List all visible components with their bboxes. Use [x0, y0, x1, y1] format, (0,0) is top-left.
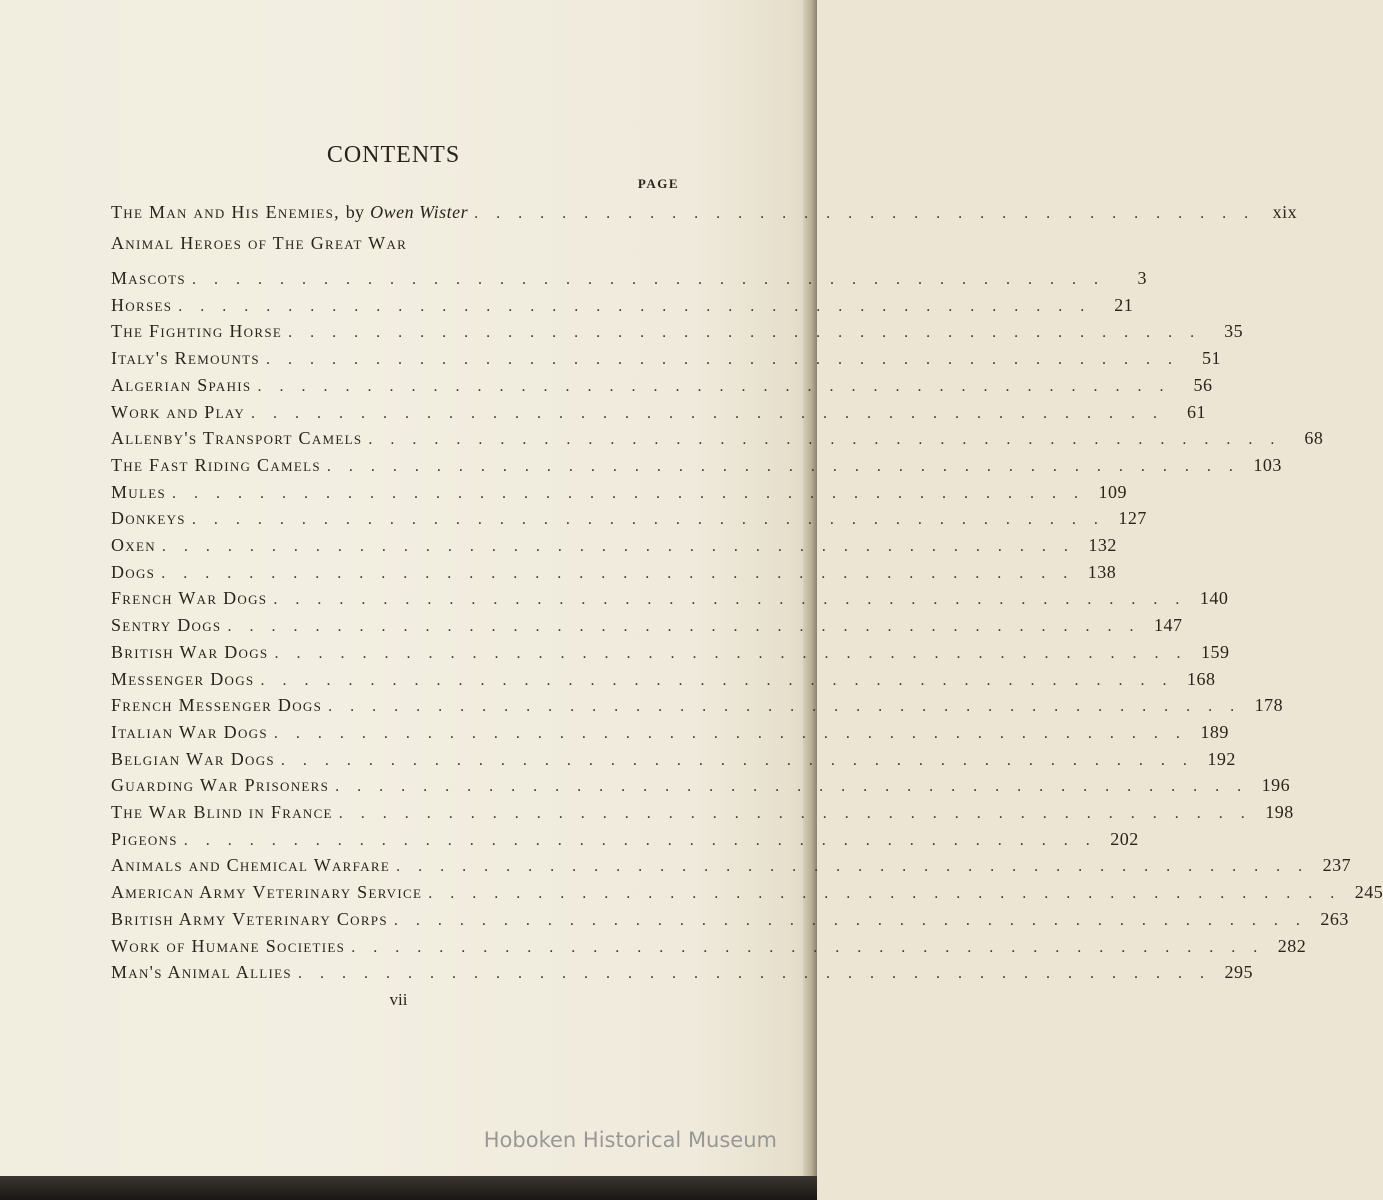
toc-entry-label: Italy's Remounts [111, 348, 260, 369]
toc-entry-page: 140 [1199, 588, 1229, 609]
toc-entry-page: 178 [1254, 695, 1284, 716]
watermark: Hoboken Historical Museum [483, 1128, 777, 1152]
toc-entry [111, 481, 1128, 506]
toc-entry-page: 61 [1187, 401, 1207, 422]
toc-entry-label: French War Dogs [111, 588, 268, 609]
toc-entry [111, 641, 1230, 666]
toc-entry-page: 196 [1261, 775, 1291, 796]
toc-entry-page: 295 [1224, 962, 1253, 983]
toc-entry-label: British War Dogs [111, 641, 269, 662]
toc-entry-label: The Man and His Enemies, [111, 202, 340, 222]
dot-leader: . . . . . . . . . . . . . . . . . . . . . . . . . . . . . . . . . . . . . . . . . . [260, 671, 1174, 689]
toc-entry-label: Animals and Chemical Warfare [111, 855, 391, 876]
dot-leader: . . . . . . . . . . . . . . . . . . . . . . . . . . . . . . . . . . . . . . . . . . [161, 538, 1075, 555]
toc-entry [111, 748, 1236, 773]
toc-entry-label: American Army Veterinary Service [111, 882, 423, 903]
toc-entry-label: Mules [111, 481, 167, 502]
toc-entry-byword: by [345, 202, 365, 222]
toc-entry-page: 237 [1322, 855, 1352, 876]
toc-entry-label: Allenby's Transport Camels [111, 428, 363, 449]
toc-entry [111, 294, 1134, 319]
dot-leader: . . . . . . . . . . . . . . . . . . . . . . . . . . . . . . . . . . . . . . . . . . [396, 858, 1310, 876]
toc-entry [111, 401, 1207, 426]
toc-entry-label: Belgian War Dogs [111, 748, 275, 769]
toc-entry-label: Algerian Spahis [111, 374, 252, 395]
toc-entry-page: 127 [1118, 508, 1147, 529]
toc-entry [111, 882, 1383, 906]
toc-entry-page: 147 [1153, 615, 1183, 636]
dot-leader: . . . . . . . . . . . . . . . . . . . . . . . . . . . . . . . . . . . . . . . . . . [351, 938, 1265, 956]
toc-entry [111, 268, 1147, 292]
toc-entry [111, 321, 1244, 345]
toc-entry-page: 35 [1224, 321, 1244, 342]
dot-leader: . . . . . . . . . . . . . . . . . . . . . . . . . . . . . . . . . . . . . . . . . . [297, 965, 1211, 983]
toc-entry-page: 282 [1277, 935, 1307, 956]
page-title: CONTENTS [326, 142, 461, 168]
dot-leader: . . . . . . . . . . . . . . . . . . . . . . . . . . . . . . . . . . . . . . . . . . [428, 885, 1342, 903]
toc-entry [111, 935, 1307, 960]
dot-leader: . . . . . . . . . . . . . . . . . . . . . . . . . . . . . . . . . . . . . . . . . . [265, 351, 1179, 369]
toc-entry-page: 109 [1098, 481, 1128, 502]
toc-entry-label: Pigeons [111, 828, 178, 849]
dot-leader: . . . . . . . . . . . . . . . . . . . . . . . . . . . . . . . . . . . . . . . . . . [172, 484, 1086, 502]
toc-entry-label: French Messenger Dogs [111, 695, 323, 716]
toc-entry-label: Donkeys [111, 508, 186, 529]
toc-entry-page: 132 [1088, 535, 1117, 555]
toc-entry-label: Work and Play [111, 401, 246, 422]
dot-leader: . . . . . . . . . . . . . . . . . . . . . . . . . . . . . . . . . . . . . . . . . . [338, 805, 1252, 822]
toc-entry-label: Guarding War Prisoners [111, 775, 330, 796]
dot-leader: . . . . . . . . . . . . . . . . . . . . . . . . . . . . . . . . . . . . . . . . . . [274, 644, 1188, 662]
toc-entry-label: The Fast Riding Camels [111, 454, 321, 475]
toc-entry [111, 855, 1352, 879]
toc-entry-page: 51 [1201, 348, 1221, 369]
dot-leader: . . . . . . . . . . . . . . . . . . . . . . . . . . . . . . . . . . . . [474, 205, 1256, 222]
toc-entry-preface [111, 202, 1298, 226]
dot-leader: . . . . . . . . . . . . . . . . . . . . . . . . . . . . . . . . . . . . . . . . . . [393, 911, 1307, 929]
part-heading-label: Animal Heroes of The Great War [111, 233, 408, 253]
toc-entry-label: Work of Humane Societies [111, 935, 346, 956]
toc-entry-label: Oxen [111, 535, 156, 555]
page-column-header: PAGE [637, 176, 679, 191]
folio: vii [389, 990, 408, 1009]
dot-leader: . . . . . . . . . . . . . . . . . . . . . . . . . . . . . . . . . . . . . . . . . . [257, 377, 1171, 395]
toc-entry-page: 21 [1114, 294, 1134, 315]
toc-entry [111, 828, 1139, 853]
dot-leader: . . . . . . . . . . . . . . . . . . . . . . . . . . . . . . . . . . . . . . . . . . [178, 297, 1092, 315]
toc-entry [111, 428, 1324, 452]
dot-leader: . . . . . . . . . . . . . . . . . . . . . . . . . . . . . . . . . . . . . . . . . . [191, 511, 1105, 529]
toc-entry-page: 159 [1200, 641, 1230, 662]
toc-entry [111, 802, 1294, 826]
toc-entry-label: Man's Animal Allies [111, 962, 292, 983]
dot-leader: . . . . . . . . . . . . . . . . . . . . . . . . . . . . . . . . . . . . . . . . . . [335, 778, 1249, 796]
toc-entry [111, 962, 1253, 986]
toc-entry-page: xix [1272, 202, 1298, 222]
dot-leader: . . . . . . . . . . . . . . . . . . . . . . . . . . . . . . . . . . . . . . . . . . [227, 618, 1141, 636]
dot-leader: . . . . . . . . . . . . . . . . . . . . . . . . . . . . . . . . . . . . . . . . . . [161, 564, 1075, 582]
toc-entry [111, 695, 1284, 719]
toc-entry [111, 454, 1282, 479]
dot-leader: . . . . . . . . . . . . . . . . . . . . . . . . . . . . . . . . . . . . . . . . . . [368, 431, 1282, 449]
toc-entry-author: Owen Wister [370, 202, 469, 222]
dot-leader: . . . . . . . . . . . . . . . . . . . . . . . . . . . . . . . . . . . . . . . . . . [288, 324, 1202, 342]
toc-entry-label: Sentry Dogs [111, 615, 222, 636]
toc-entry-label: Dogs [111, 561, 156, 582]
dot-leader: . . . . . . . . . . . . . . . . . . . . . . . . . . . . . . . . . . . . . . . . . . [183, 831, 1097, 849]
dot-leader: . . . . . . . . . . . . . . . . . . . . . . . . . . . . . . . . . . . . . . . . . . [326, 457, 1240, 475]
toc-entry-page: 103 [1253, 454, 1282, 475]
toc-entry-page: 245 [1354, 882, 1383, 903]
toc-entry-page: 189 [1200, 721, 1229, 742]
part-heading [111, 233, 686, 257]
toc-entry [111, 374, 1213, 399]
dot-leader: . . . . . . . . . . . . . . . . . . . . . . . . . . . . . . . . . . . . . . . . . . [280, 751, 1194, 769]
toc-entry-page: 263 [1320, 908, 1349, 929]
dot-leader: . . . . . . . . . . . . . . . . . . . . . . . . . . . . . . . . . . . . . . . . . . [273, 724, 1187, 742]
toc-entry-page: 202 [1110, 828, 1139, 849]
toc-entry-page: 138 [1087, 561, 1117, 582]
toc-entry [111, 561, 1117, 586]
dot-leader: . . . . . . . . . . . . . . . . . . . . . . . . . . . . . . . . . . . . . . . . . . [251, 404, 1165, 422]
toc-entry-page: 56 [1193, 374, 1213, 395]
toc-entry-page: 68 [1304, 428, 1324, 449]
toc-entry-page: 3 [1137, 268, 1147, 288]
toc-entry-page: 192 [1207, 748, 1236, 769]
toc-entry-label: Messenger Dogs [111, 668, 255, 689]
dot-leader: . . . . . . . . . . . . . . . . . . . . . . . . . . . . . . . . . . . . . . . . . . [273, 591, 1187, 609]
toc-entry [111, 348, 1221, 372]
toc-entry [111, 668, 1216, 693]
page-edge-bottom [0, 1176, 817, 1200]
toc-entry [111, 535, 1117, 559]
toc-entry-label: Mascots [111, 268, 186, 288]
toc-entry-label: The Fighting Horse [111, 321, 283, 342]
toc-entry [111, 588, 1229, 612]
toc-entry-page: 168 [1186, 668, 1216, 689]
toc-entry [111, 775, 1291, 799]
toc-entry-label: The War Blind in France [111, 802, 333, 822]
dot-leader: . . . . . . . . . . . . . . . . . . . . . . . . . . . . . . . . . . . . . . . . . . [191, 271, 1105, 288]
toc-entry [111, 721, 1229, 746]
toc-entry-page: 198 [1265, 802, 1294, 822]
toc-entry [111, 508, 1147, 532]
toc-entry-label: Italian War Dogs [111, 721, 268, 742]
toc-entry [111, 615, 1183, 639]
toc-entry-label: British Army Veterinary Corps [111, 908, 388, 929]
toc-entry [111, 908, 1349, 933]
dot-leader: . . . . . . . . . . . . . . . . . . . . . . . . . . . . . . . . . . . . . . . . . . [328, 698, 1242, 716]
toc-entry-label: Horses [111, 294, 173, 315]
